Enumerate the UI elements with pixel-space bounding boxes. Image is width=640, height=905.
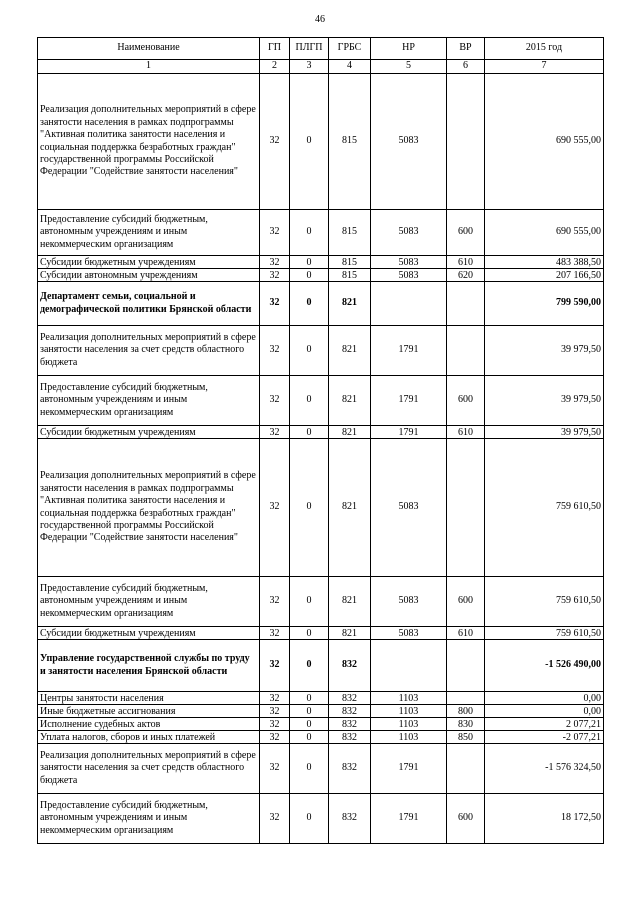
nr-cell: 5083 xyxy=(371,439,447,577)
grbs-cell: 832 xyxy=(329,640,371,692)
grbs-cell: 821 xyxy=(329,282,371,326)
nr-cell: 1791 xyxy=(371,426,447,439)
gp-cell: 32 xyxy=(260,326,290,376)
nr-cell: 1103 xyxy=(371,692,447,705)
col-number: 4 xyxy=(329,60,371,74)
amount-cell: 759 610,50 xyxy=(485,627,604,640)
vr-cell: 610 xyxy=(447,256,485,269)
grbs-cell: 821 xyxy=(329,376,371,426)
gp-cell: 32 xyxy=(260,210,290,256)
table-row xyxy=(38,640,604,692)
gp-cell: 32 xyxy=(260,256,290,269)
col-number: 2 xyxy=(260,60,290,74)
amount-cell: 759 610,50 xyxy=(485,577,604,627)
header-row xyxy=(38,38,604,60)
plgp-cell: 0 xyxy=(290,439,329,577)
amount-cell: -1 576 324,50 xyxy=(485,744,604,794)
table-row xyxy=(38,577,604,627)
row-name-cell: Иные бюджетные ассигнования xyxy=(38,705,260,718)
table-row xyxy=(38,439,604,577)
table-body xyxy=(38,74,604,844)
nr-cell: 5083 xyxy=(371,210,447,256)
table-row xyxy=(38,692,604,705)
column-number-row xyxy=(38,60,604,74)
header-nr: НР xyxy=(371,38,447,60)
row-name-cell: Субсидии бюджетным учреждениям xyxy=(38,256,260,269)
row-name-cell: Управление государственной службы по труду и занятости населения Брянской области xyxy=(38,640,260,692)
nr-cell: 5083 xyxy=(371,269,447,282)
grbs-cell: 815 xyxy=(329,74,371,210)
plgp-cell: 0 xyxy=(290,256,329,269)
table-row xyxy=(38,705,604,718)
row-name-cell: Субсидии бюджетным учреждениям xyxy=(38,426,260,439)
grbs-cell: 832 xyxy=(329,794,371,844)
gp-cell: 32 xyxy=(260,692,290,705)
amount-cell: 690 555,00 xyxy=(485,74,604,210)
col-number: 7 xyxy=(485,60,604,74)
table-row xyxy=(38,718,604,731)
vr-cell xyxy=(447,74,485,210)
plgp-cell: 0 xyxy=(290,269,329,282)
vr-cell: 600 xyxy=(447,577,485,627)
row-name-cell: Реализация дополнительных мероприятий в сфере занятости населения в рамках подпрограммы "Активная политика занятости населения и социальная поддержка безработных граждан" государственной программы Российской Федерации "Содействие занятости населения" xyxy=(38,74,260,210)
table-row xyxy=(38,282,604,326)
grbs-cell: 832 xyxy=(329,692,371,705)
amount-cell: 483 388,50 xyxy=(485,256,604,269)
nr-cell: 1791 xyxy=(371,794,447,844)
plgp-cell: 0 xyxy=(290,74,329,210)
row-name-cell: Реализация дополнительных мероприятий в сфере занятости населения за счет средств областного бюджета xyxy=(38,744,260,794)
row-name-cell: Субсидии бюджетным учреждениям xyxy=(38,627,260,640)
gp-cell: 32 xyxy=(260,426,290,439)
nr-cell: 1103 xyxy=(371,731,447,744)
amount-cell: 39 979,50 xyxy=(485,326,604,376)
row-name-cell: Исполнение судебных актов xyxy=(38,718,260,731)
grbs-cell: 815 xyxy=(329,256,371,269)
plgp-cell: 0 xyxy=(290,640,329,692)
row-name-cell: Предоставление субсидий бюджетным, автономным учреждениям и иным некоммерческим организациям xyxy=(38,577,260,627)
gp-cell: 32 xyxy=(260,439,290,577)
nr-cell: 5083 xyxy=(371,256,447,269)
grbs-cell: 821 xyxy=(329,627,371,640)
nr-cell: 5083 xyxy=(371,577,447,627)
plgp-cell: 0 xyxy=(290,744,329,794)
gp-cell: 32 xyxy=(260,269,290,282)
nr-cell: 1791 xyxy=(371,326,447,376)
col-number: 6 xyxy=(447,60,485,74)
grbs-cell: 815 xyxy=(329,210,371,256)
amount-cell: -2 077,21 xyxy=(485,731,604,744)
nr-cell xyxy=(371,640,447,692)
amount-cell: 690 555,00 xyxy=(485,210,604,256)
amount-cell: 39 979,50 xyxy=(485,376,604,426)
row-name-cell: Реализация дополнительных мероприятий в сфере занятости населения в рамках подпрограммы "Активная политика занятости населения и социальная поддержка безработных граждан" государственной программы Российской Федерации "Содействие занятости населения" xyxy=(38,439,260,577)
nr-cell: 1791 xyxy=(371,744,447,794)
plgp-cell: 0 xyxy=(290,376,329,426)
header-gp: ГП xyxy=(260,38,290,60)
amount-cell: 0,00 xyxy=(485,692,604,705)
amount-cell: 2 077,21 xyxy=(485,718,604,731)
gp-cell: 32 xyxy=(260,74,290,210)
vr-cell: 610 xyxy=(447,627,485,640)
col-number: 5 xyxy=(371,60,447,74)
gp-cell: 32 xyxy=(260,744,290,794)
gp-cell: 32 xyxy=(260,640,290,692)
gp-cell: 32 xyxy=(260,794,290,844)
plgp-cell: 0 xyxy=(290,794,329,844)
amount-cell: 18 172,50 xyxy=(485,794,604,844)
nr-cell: 5083 xyxy=(371,74,447,210)
row-name-cell: Департамент семьи, социальной и демографической политики Брянской области xyxy=(38,282,260,326)
grbs-cell: 821 xyxy=(329,439,371,577)
amount-cell: 0,00 xyxy=(485,705,604,718)
table-row xyxy=(38,376,604,426)
nr-cell: 1103 xyxy=(371,718,447,731)
col-number: 1 xyxy=(38,60,260,74)
row-name-cell: Предоставление субсидий бюджетным, автономным учреждениям и иным некоммерческим организациям xyxy=(38,376,260,426)
grbs-cell: 821 xyxy=(329,426,371,439)
gp-cell: 32 xyxy=(260,627,290,640)
header-year: 2015 год xyxy=(485,38,604,60)
vr-cell: 830 xyxy=(447,718,485,731)
amount-cell: 207 166,50 xyxy=(485,269,604,282)
nr-cell: 1791 xyxy=(371,376,447,426)
table-row xyxy=(38,744,604,794)
table-row xyxy=(38,210,604,256)
vr-cell xyxy=(447,640,485,692)
table-row xyxy=(38,74,604,210)
plgp-cell: 0 xyxy=(290,692,329,705)
vr-cell: 620 xyxy=(447,269,485,282)
gp-cell: 32 xyxy=(260,376,290,426)
nr-cell: 5083 xyxy=(371,627,447,640)
plgp-cell: 0 xyxy=(290,282,329,326)
vr-cell: 800 xyxy=(447,705,485,718)
plgp-cell: 0 xyxy=(290,426,329,439)
row-name-cell: Предоставление субсидий бюджетным, автономным учреждениям и иным некоммерческим организациям xyxy=(38,210,260,256)
amount-cell: 799 590,00 xyxy=(485,282,604,326)
nr-cell: 1103 xyxy=(371,705,447,718)
grbs-cell: 832 xyxy=(329,718,371,731)
header-name: Наименование xyxy=(38,38,260,60)
header-vr: ВР xyxy=(447,38,485,60)
row-name-cell: Реализация дополнительных мероприятий в сфере занятости населения за счет средств областного бюджета xyxy=(38,326,260,376)
vr-cell xyxy=(447,282,485,326)
gp-cell: 32 xyxy=(260,705,290,718)
plgp-cell: 0 xyxy=(290,718,329,731)
gp-cell: 32 xyxy=(260,282,290,326)
table-row xyxy=(38,731,604,744)
table-row xyxy=(38,256,604,269)
col-number: 3 xyxy=(290,60,329,74)
vr-cell xyxy=(447,692,485,705)
budget-table xyxy=(37,37,604,844)
table-row xyxy=(38,269,604,282)
grbs-cell: 832 xyxy=(329,731,371,744)
gp-cell: 32 xyxy=(260,577,290,627)
amount-cell: -1 526 490,00 xyxy=(485,640,604,692)
plgp-cell: 0 xyxy=(290,577,329,627)
vr-cell: 600 xyxy=(447,210,485,256)
row-name-cell: Уплата налогов, сборов и иных платежей xyxy=(38,731,260,744)
vr-cell xyxy=(447,744,485,794)
gp-cell: 32 xyxy=(260,731,290,744)
plgp-cell: 0 xyxy=(290,326,329,376)
table-row xyxy=(38,326,604,376)
grbs-cell: 821 xyxy=(329,577,371,627)
header-grbs: ГРБС xyxy=(329,38,371,60)
plgp-cell: 0 xyxy=(290,731,329,744)
vr-cell xyxy=(447,439,485,577)
page-number: 46 xyxy=(315,14,325,25)
table-row xyxy=(38,627,604,640)
grbs-cell: 821 xyxy=(329,326,371,376)
row-name-cell: Субсидии автономным учреждениям xyxy=(38,269,260,282)
gp-cell: 32 xyxy=(260,718,290,731)
grbs-cell: 815 xyxy=(329,269,371,282)
plgp-cell: 0 xyxy=(290,210,329,256)
header-plgp: ПЛГП xyxy=(290,38,329,60)
table-row xyxy=(38,794,604,844)
plgp-cell: 0 xyxy=(290,627,329,640)
grbs-cell: 832 xyxy=(329,744,371,794)
nr-cell xyxy=(371,282,447,326)
vr-cell: 600 xyxy=(447,794,485,844)
table-row xyxy=(38,426,604,439)
grbs-cell: 832 xyxy=(329,705,371,718)
row-name-cell: Предоставление субсидий бюджетным, автономным учреждениям и иным некоммерческим организациям xyxy=(38,794,260,844)
plgp-cell: 0 xyxy=(290,705,329,718)
vr-cell: 600 xyxy=(447,376,485,426)
vr-cell: 850 xyxy=(447,731,485,744)
amount-cell: 759 610,50 xyxy=(485,439,604,577)
vr-cell: 610 xyxy=(447,426,485,439)
row-name-cell: Центры занятости населения xyxy=(38,692,260,705)
amount-cell: 39 979,50 xyxy=(485,426,604,439)
vr-cell xyxy=(447,326,485,376)
